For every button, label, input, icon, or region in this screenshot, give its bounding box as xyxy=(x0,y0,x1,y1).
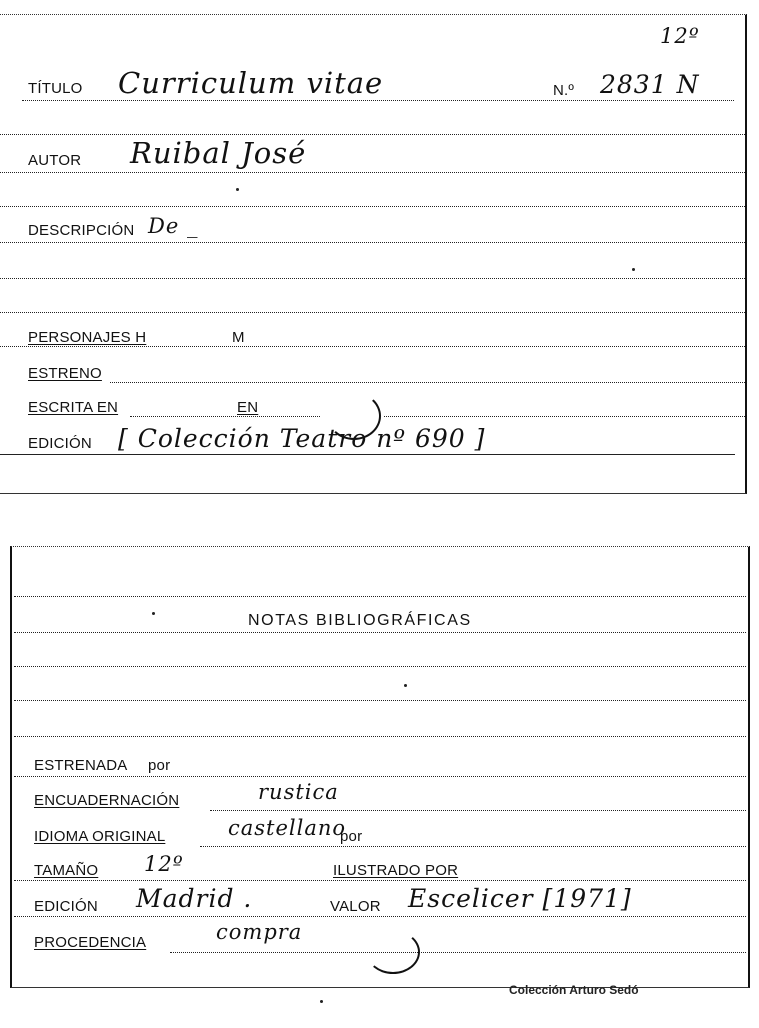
collection-footer: Colección Arturo Sedó xyxy=(509,983,639,997)
procedencia-label: PROCEDENCIA xyxy=(34,934,147,951)
rule-b-5 xyxy=(14,736,746,737)
rule-blank-4 xyxy=(0,312,745,313)
edicion-value-top: [ Colección Teatro nº 690 ] xyxy=(118,424,486,453)
numero-value: 2831 N xyxy=(600,70,700,99)
rule-blank-3 xyxy=(0,278,745,279)
personajes-label: PERSONAJES H xyxy=(28,329,147,346)
ink-speck xyxy=(236,188,239,191)
ink-speck xyxy=(152,612,155,615)
titulo-value: Curriculum vitae xyxy=(118,66,384,100)
edicion-label-top: EDICIÓN xyxy=(28,435,92,452)
edicion-label-bottom: EDICIÓN xyxy=(34,898,98,915)
rule-estrenada xyxy=(14,776,746,777)
corner-note: 12º xyxy=(660,24,700,48)
estrenada-por-label: por xyxy=(148,757,171,774)
rule-tamano xyxy=(14,880,746,881)
ink-speck xyxy=(632,268,635,271)
rule-encuadernacion xyxy=(210,810,746,811)
autor-value: Ruibal José xyxy=(130,136,307,170)
personajes-m-label: M xyxy=(232,329,245,346)
edicion-value-bottom: Madrid . xyxy=(136,884,253,913)
rule-idioma xyxy=(200,846,746,847)
escrita-en-label: EN xyxy=(237,399,259,416)
encuadernacion-label: ENCUADERNACIÓN xyxy=(34,792,180,809)
rule-b-3 xyxy=(14,666,746,667)
autor-label: AUTOR xyxy=(28,152,82,169)
rule-b-1 xyxy=(14,596,746,597)
rule-descripcion xyxy=(0,242,745,243)
rule-autor xyxy=(0,172,745,173)
rule-b-2 xyxy=(14,632,746,633)
idioma-value: castellano xyxy=(228,816,347,840)
ilustrado-label: ILUSTRADO POR xyxy=(333,862,459,879)
notas-heading: NOTAS BIBLIOGRÁFICAS xyxy=(248,612,472,629)
rule-blank-1 xyxy=(0,134,745,135)
rule-blank-2 xyxy=(0,206,745,207)
idioma-label: IDIOMA ORIGINAL xyxy=(34,828,166,845)
rule-estreno xyxy=(110,382,745,383)
idioma-por-label: por xyxy=(340,828,363,845)
escrita-label: ESCRITA EN xyxy=(28,399,119,416)
rule-titulo xyxy=(22,100,734,101)
estrenada-label: ESTRENADA xyxy=(34,757,128,774)
descripcion-value: De _ xyxy=(148,214,199,238)
tamano-label: TAMAÑO xyxy=(34,862,99,879)
ink-speck xyxy=(404,684,407,687)
rule-edicion-bottom xyxy=(14,916,746,917)
valor-label: VALOR xyxy=(330,898,381,915)
rule-b-4 xyxy=(14,700,746,701)
rule-edicion-top xyxy=(0,454,735,455)
descripcion-label: DESCRIPCIÓN xyxy=(28,222,135,239)
rule-personajes xyxy=(0,346,745,347)
rule-escrita-1 xyxy=(130,416,320,417)
tamano-value: 12º xyxy=(144,852,184,876)
procedencia-value: compra xyxy=(216,920,303,944)
estreno-label: ESTRENO xyxy=(28,365,102,382)
ink-speck xyxy=(320,1000,323,1003)
titulo-label: TÍTULO xyxy=(28,80,83,97)
punch-hole-bottom xyxy=(366,930,420,974)
encuadernacion-value: rustica xyxy=(258,780,339,804)
valor-value: Escelicer [1971] xyxy=(408,884,632,913)
rule-escrita-2 xyxy=(384,416,745,417)
rule-procedencia xyxy=(170,952,746,953)
numero-label: N.º xyxy=(553,82,575,99)
